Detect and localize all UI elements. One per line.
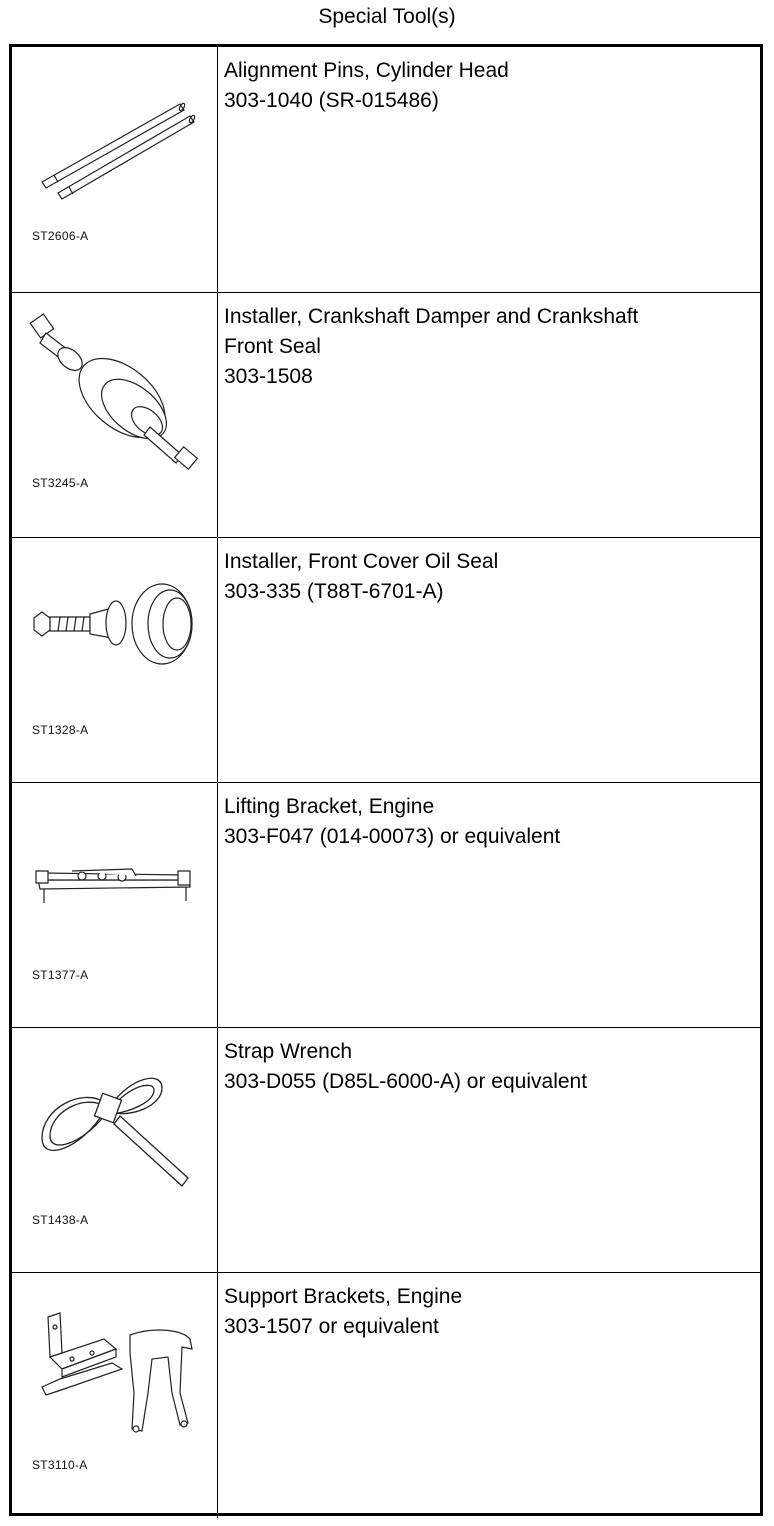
lifting-bracket-icon xyxy=(12,783,217,1028)
tool-image-cell xyxy=(12,1273,218,1518)
tool-number: 303-1507 or equivalent xyxy=(224,1315,439,1338)
tool-code: ST1377-A xyxy=(32,968,89,982)
table-row xyxy=(12,292,760,538)
tool-description xyxy=(224,56,752,116)
table-row xyxy=(12,782,760,1028)
tool-code: ST2606-A xyxy=(32,229,89,243)
tool-image-cell xyxy=(12,783,218,1028)
tool-number: 303-335 (T88T-6701-A) xyxy=(224,580,444,603)
tool-description xyxy=(224,1037,752,1097)
tool-code: ST1438-A xyxy=(32,1213,89,1227)
table-row xyxy=(12,47,760,292)
damper-installer-icon xyxy=(12,293,217,538)
page-title: Special Tool(s) xyxy=(318,5,456,28)
tool-description xyxy=(224,792,752,852)
tool-image-cell xyxy=(12,293,218,538)
tool-image-cell xyxy=(12,538,218,783)
tool-name-continued: Front Seal xyxy=(224,335,321,358)
tool-number: 303-1508 xyxy=(224,365,313,388)
tool-name: Installer, Front Cover Oil Seal xyxy=(224,550,499,573)
tool-description xyxy=(224,302,752,392)
tool-name: Support Brackets, Engine xyxy=(224,1285,463,1308)
alignment-pins-icon xyxy=(12,47,217,292)
tool-description xyxy=(224,547,752,607)
tool-code: ST1328-A xyxy=(32,723,89,737)
tool-name: Strap Wrench xyxy=(224,1040,352,1063)
seal-installer-icon xyxy=(12,538,217,783)
tool-code: ST3245-A xyxy=(32,476,89,490)
support-brackets-icon xyxy=(12,1273,217,1518)
table-row xyxy=(12,1272,760,1518)
tool-image-cell xyxy=(12,1028,218,1273)
table-row xyxy=(12,537,760,783)
tool-number: 303-1040 (SR-015486) xyxy=(224,89,439,112)
strap-wrench-icon xyxy=(12,1028,217,1273)
tool-image-cell xyxy=(12,47,218,292)
tool-description xyxy=(224,1282,752,1342)
tool-code: ST3110-A xyxy=(32,1458,88,1472)
special-tools-table xyxy=(9,44,763,1516)
tool-name: Installer, Crankshaft Damper and Crankshaft xyxy=(224,305,639,328)
tool-number: 303-F047 (014-00073) or equivalent xyxy=(224,825,561,848)
tool-name: Alignment Pins, Cylinder Head xyxy=(224,59,509,82)
tool-name: Lifting Bracket, Engine xyxy=(224,795,435,818)
tool-number: 303-D055 (D85L-6000-A) or equivalent xyxy=(224,1070,588,1093)
table-row xyxy=(12,1027,760,1273)
